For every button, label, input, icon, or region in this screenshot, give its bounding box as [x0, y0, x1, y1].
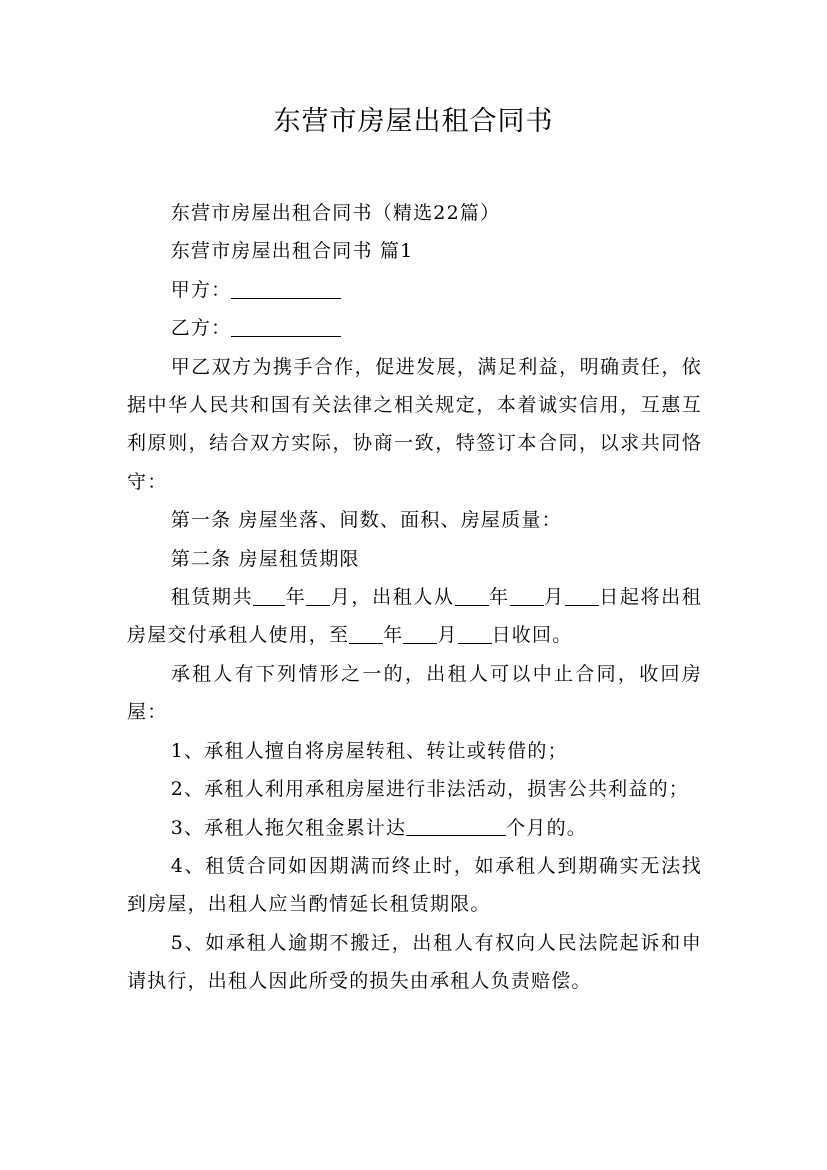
start-year-blank	[455, 585, 489, 606]
termination-item-1: 1、承租人擅自将房屋转租、转让或转借的；	[170, 739, 568, 762]
lease-term-text: 日收回。	[491, 624, 573, 647]
years-blank	[253, 585, 285, 606]
party-a-label: 甲方：	[170, 278, 232, 301]
clause-2: 第二条 房屋租赁期限	[170, 547, 360, 570]
months-blank	[306, 585, 330, 606]
item-3-text: 3、承租人拖欠租金累计达	[170, 816, 407, 839]
document-body	[127, 194, 702, 1001]
lease-term-paragraph	[127, 578, 702, 655]
preamble-paragraph: 甲乙双方为携手合作，促进发展，满足利益，明确责任，依据中华人民共和国有关法律之相关规定，本着诚实信用，互惠互利原则，结合双方实际，协商一致，特签订本合同，以求共同恪守：	[127, 355, 702, 493]
lease-term-text: 月，出租人从	[330, 586, 455, 609]
party-b-line	[127, 309, 702, 347]
termination-item-2: 2、承租人利用承租房屋进行非法活动，损害公共利益的；	[170, 778, 689, 801]
lease-term-text: 年	[383, 624, 404, 647]
months-arrears-blank	[406, 815, 506, 836]
lease-term-text: 年	[488, 586, 510, 609]
lease-term-text: 月	[437, 624, 458, 647]
lease-term-text: 月	[543, 586, 565, 609]
party-b-label: 乙方：	[170, 317, 232, 340]
lease-term-text: 租赁期共	[170, 586, 254, 609]
party-a-line	[127, 271, 702, 309]
lease-term-text: 日起将出租房屋交付承租人使用，至	[127, 586, 703, 647]
document-title: 东营市房屋出租合同书	[273, 106, 554, 137]
end-year-blank	[349, 623, 383, 644]
lease-term-text: 年	[285, 586, 307, 609]
item-3-text: 个月的。	[506, 816, 587, 839]
termination-item-4: 4、租赁合同如因期满而终止时，如承租人到期确实无法找到房屋，出租人应当酌情延长租赁期限。	[127, 854, 702, 916]
party-a-blank	[231, 278, 341, 299]
article-heading: 东营市房屋出租合同书 篇1	[170, 240, 414, 263]
subtitle-line: 东营市房屋出租合同书（精选22篇）	[170, 202, 501, 224]
start-day-blank	[565, 585, 599, 606]
party-b-blank	[231, 316, 341, 337]
end-month-blank	[403, 623, 437, 644]
start-month-blank	[510, 585, 544, 606]
termination-item-5: 5、如承租人逾期不搬迁，出租人有权向人民法院起诉和申请执行，出租人因此所受的损失由承租人负责赔偿。	[127, 931, 702, 993]
clause-1: 第一条 房屋坐落、间数、面积、房屋质量：	[170, 509, 562, 532]
termination-item-3	[127, 809, 702, 847]
end-day-blank	[458, 623, 492, 644]
termination-intro: 承租人有下列情形之一的，出租人可以中止合同，收回房屋：	[127, 662, 702, 724]
